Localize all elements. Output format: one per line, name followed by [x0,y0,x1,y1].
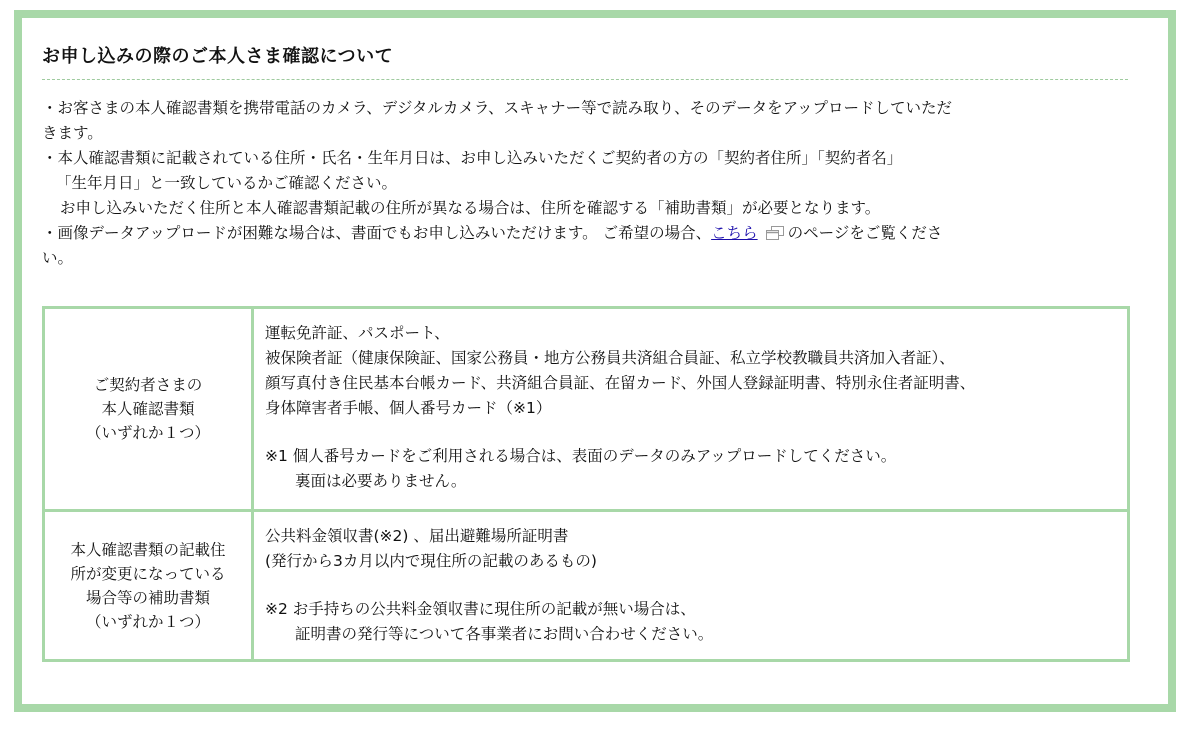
header-line: 場合等の補助書類 [85,588,210,607]
footnote-line: 証明書の発行等について各事業者にお問い合わせください。 [295,625,714,643]
content-line: 運転免許証、パスポート、 [265,324,450,342]
header-line: 本人確認書類 [101,400,195,418]
dashed-divider [42,79,1128,80]
note-line: ・本人確認書類に記載されている住所・氏名・生年月日は、お申し込みいただくご契約者の方の「契約者住所」「契約者名」 [42,149,903,167]
note-line: きます。 [42,124,103,142]
note-line: い。 [42,249,74,267]
header-line: （いずれか１つ） [85,612,210,631]
content-line: 顔写真付き住民基本台帳カード、共済組合員証、在留カード、外国人登録証明書、特別永住者証明書、 [265,374,976,392]
row-content-identity-documents [265,321,1117,494]
spacer [265,574,1117,597]
table-row [45,309,1127,512]
content-line: 被保険者証（健康保険証、国家公務員・地方公務員共済組合員証、私立学校教職員共済加入者証）、 [265,349,955,367]
footnote-line: ※2 お手持ちの公共料金領収書に現住所の記載が無い場合は、 [265,600,696,618]
external-window-icon [766,223,784,237]
content-line: 公共料金領収書(※2) 、届出避難場所証明書 [265,527,569,545]
content-line: 身体障害者手帳、個人番号カード（※1） [265,399,552,417]
row-content-supporting-documents [265,524,1117,647]
content-line: (発行から3カ月以内で現住所の記載のあるもの) [265,552,597,570]
notes-section [42,96,1134,271]
footnote-line: ※1 個人番号カードをご利用される場合は、表面のデータのみアップロードしてください。 [265,447,897,465]
note-line-with-link [42,221,1134,246]
footnote-line: 裏面は必要ありません。 [295,472,467,490]
page-title: お申し込みの際のご本人さま確認について [42,46,394,67]
note-line: 「生年月日」と一致しているかご確認ください。 [56,174,398,192]
header-line: （いずれか１つ） [85,424,210,442]
table-row [45,512,1127,659]
spacer [265,421,1117,444]
documents-table [42,306,1130,662]
note-line: ・お客さまの本人確認書類を携帯電話のカメラ、デジタルカメラ、スキャナー等で読み取り、そのデータをアップロードしていただ [42,99,953,117]
note-text: ・画像データアップロードが困難な場合は、書面でもお申し込みいただけます。 ご希望の場合、 [42,224,712,242]
note-text: のページをご覧くださ [787,224,943,242]
note-line: お申し込みいただく住所と本人確認書類記載の住所が異なる場合は、住所を確認する「補助書類」が必要となります。 [60,199,881,217]
header-line: ご契約者さまの [93,376,203,394]
row-header-supporting-documents [45,512,254,659]
header-line: 所が変更になっている [70,564,226,583]
header-line: 本人確認書類の記載住 [70,540,226,559]
kochira-link[interactable]: こちら [711,224,758,242]
row-header-identity-documents [45,309,254,509]
